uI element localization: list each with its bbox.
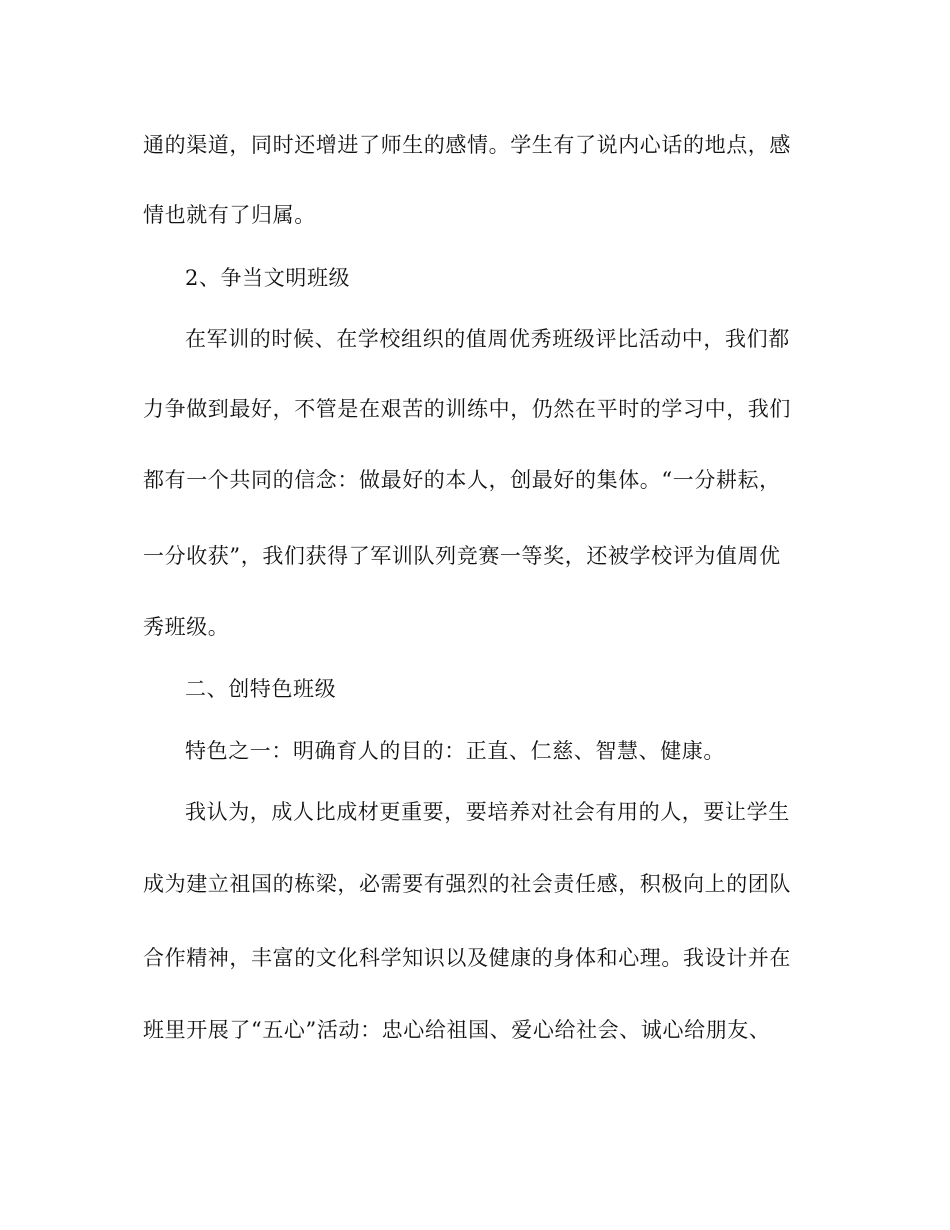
paragraph-line: 我认为，成人比成材更重要，要培养对社会有用的人，要让学生 [185,800,790,824]
paragraph-line: 班里开展了“五心”活动：忠心给祖国、爱心给社会、诚心给朋友、 [143,1018,771,1042]
paragraph-line: 都有一个共同的信念：做最好的本人，创最好的集体。“一分耕耘， [143,468,781,492]
paragraph-line: 秀班级。 [143,615,230,639]
paragraph-line: 成为建立祖国的栋梁，必需要有强烈的社会责任感，积极向上的团队 [143,872,791,896]
section-heading: 二、创特色班级 [185,677,337,701]
paragraph-line: 合作精神，丰富的文化科学知识以及健康的身体和心理。我设计并在 [143,946,791,970]
paragraph-line: 情也就有了归属。 [143,203,316,227]
paragraph-line: 一分收获”，我们获得了军训队列竞赛一等奖，还被学校评为值周优 [143,544,781,568]
paragraph-line: 特色之一：明确育人的目的：正直、仁慈、智慧、健康。 [185,739,725,763]
paragraph-line: 在军训的时候、在学校组织的值周优秀班级评比活动中，我们都 [185,327,790,351]
paragraph-line: 力争做到最好，不管是在艰苦的训练中，仍然在平时的学习中，我们 [143,397,791,421]
paragraph-line: 通的渠道，同时还增进了师生的感情。学生有了说内心话的地点，感 [143,133,791,157]
section-heading: 2、争当文明班级 [185,266,351,290]
